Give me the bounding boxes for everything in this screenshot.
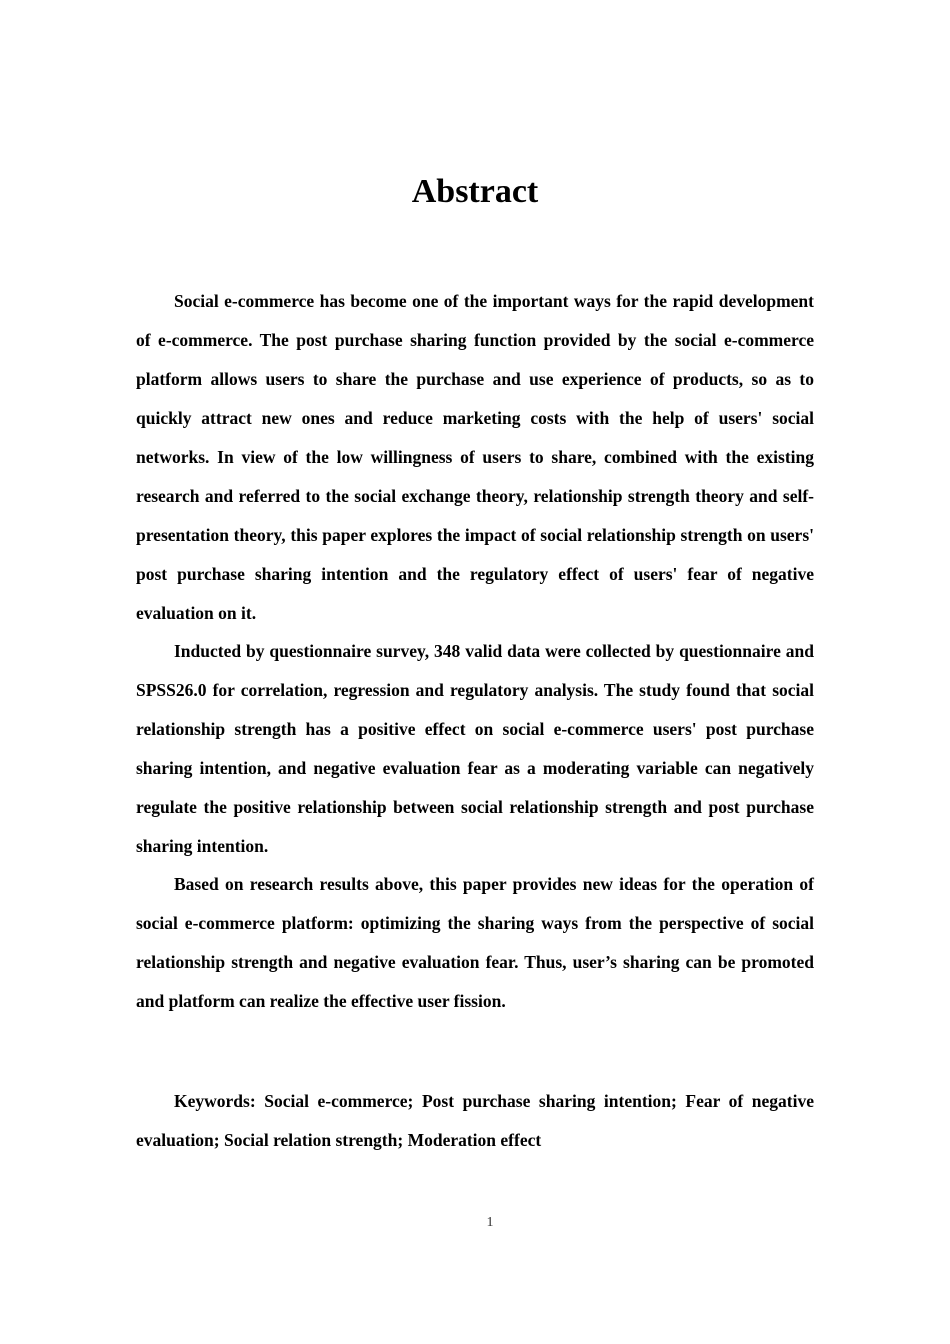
abstract-paragraph: Inducted by questionnaire survey, 348 valid data were collected by questionnaire and SPSS26.0 for correlation, regression and regulatory analysis. The study found that social relationship strength has a positive effect on social e-commerce users' post purchase sharing intention, and negative evaluation fear as a moderating variable can negatively regulate the positive relationship between social relationship strength and post purchase sharing intention. — [136, 641, 814, 856]
keywords-paragraph: Keywords: Social e-commerce; Post purchase sharing intention; Fear of negative evaluation; Social relation strength; Moderation effect — [136, 1091, 814, 1150]
abstract-paragraph: Based on research results above, this paper provides new ideas for the operation of social e-commerce platform: optimizing the sharing ways from the perspective of social relationship strength and negative evaluation fear. Thus, user’s sharing can be promoted and platform can realize the effective user fission. — [136, 874, 814, 1011]
abstract-body — [136, 282, 814, 1020]
abstract-title: Abstract — [411, 173, 539, 210]
page-number: 1 — [486, 1215, 494, 1230]
abstract-paragraph: Social e-commerce has become one of the important ways for the rapid development of e-commerce. The post purchase sharing function provided by the social e-commerce platform allows users to share the purchase and use experience of products, so as to quickly attract new ones and reduce marketing costs with the help of users' social networks. In view of the low willingness of users to share, combined with the existing research and referred to the social exchange theory, relationship strength theory and self-presentation theory, this paper explores the impact of social relationship strength on users' post purchase sharing intention and the regulatory effect of users' fear of negative evaluation on it. — [136, 291, 814, 623]
